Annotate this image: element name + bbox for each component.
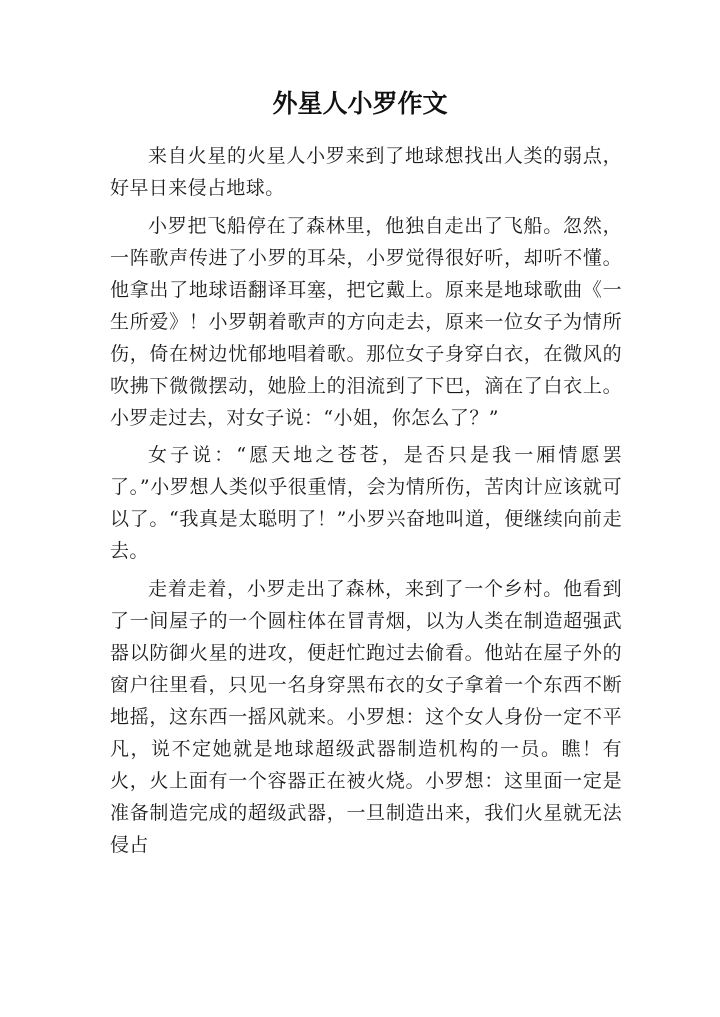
- document-title: 外星人小罗作文: [272, 89, 448, 118]
- document-body: [110, 140, 622, 866]
- paragraph-3: 女子说：“愿天地之苍苍，是否只是我一厢情愿罢了。”小罗想人类似乎很重情，会为情所伤，苦肉计应该就可以了。“我真是太聪明了！”小罗兴奋地叫道，便继续向前走去。: [110, 444, 622, 562]
- paragraph-2: 小罗把飞船停在了森林里，他独自走出了飞船。忽然，一阵歌声传进了小罗的耳朵，小罗觉得很好听，却听不懂。他拿出了地球语翻译耳塞，把它戴上。原来是地球歌曲《一生所爱》！小罗朝着歌声的方向走去，原来一位女子为情所伤，倚在树边忧郁地唱着歌。那位女子身穿白衣，在微风的吹拂下微微摆动，她脸上的泪流到了下巴，滴在了白衣上。小罗走过去，对女子说：“小姐，你怎么了？”: [110, 214, 622, 429]
- paragraph-4: 走着走着，小罗走出了森林，来到了一个乡村。他看到了一间屋子的一个圆柱体在冒青烟，以为人类在制造超强武器以防御火星的进攻，便赶忙跑过去偷看。他站在屋子外的窗户往里看，只见一名身穿黑布衣的女子拿着一个东西不断地摇，这东西一摇风就来。小罗想：这个女人身份一定不平凡，说不定她就是地球超级武器制造机构的一员。瞧！有火，火上面有一个容器正在被火烧。小罗想：这里面一定是准备制造完成的超级武器，一旦制造出来，我们火星就无法侵占: [110, 577, 622, 856]
- paragraph-1: 来自火星的火星人小罗来到了地球想找出人类的弱点，好早日来侵占地球。: [110, 145, 622, 199]
